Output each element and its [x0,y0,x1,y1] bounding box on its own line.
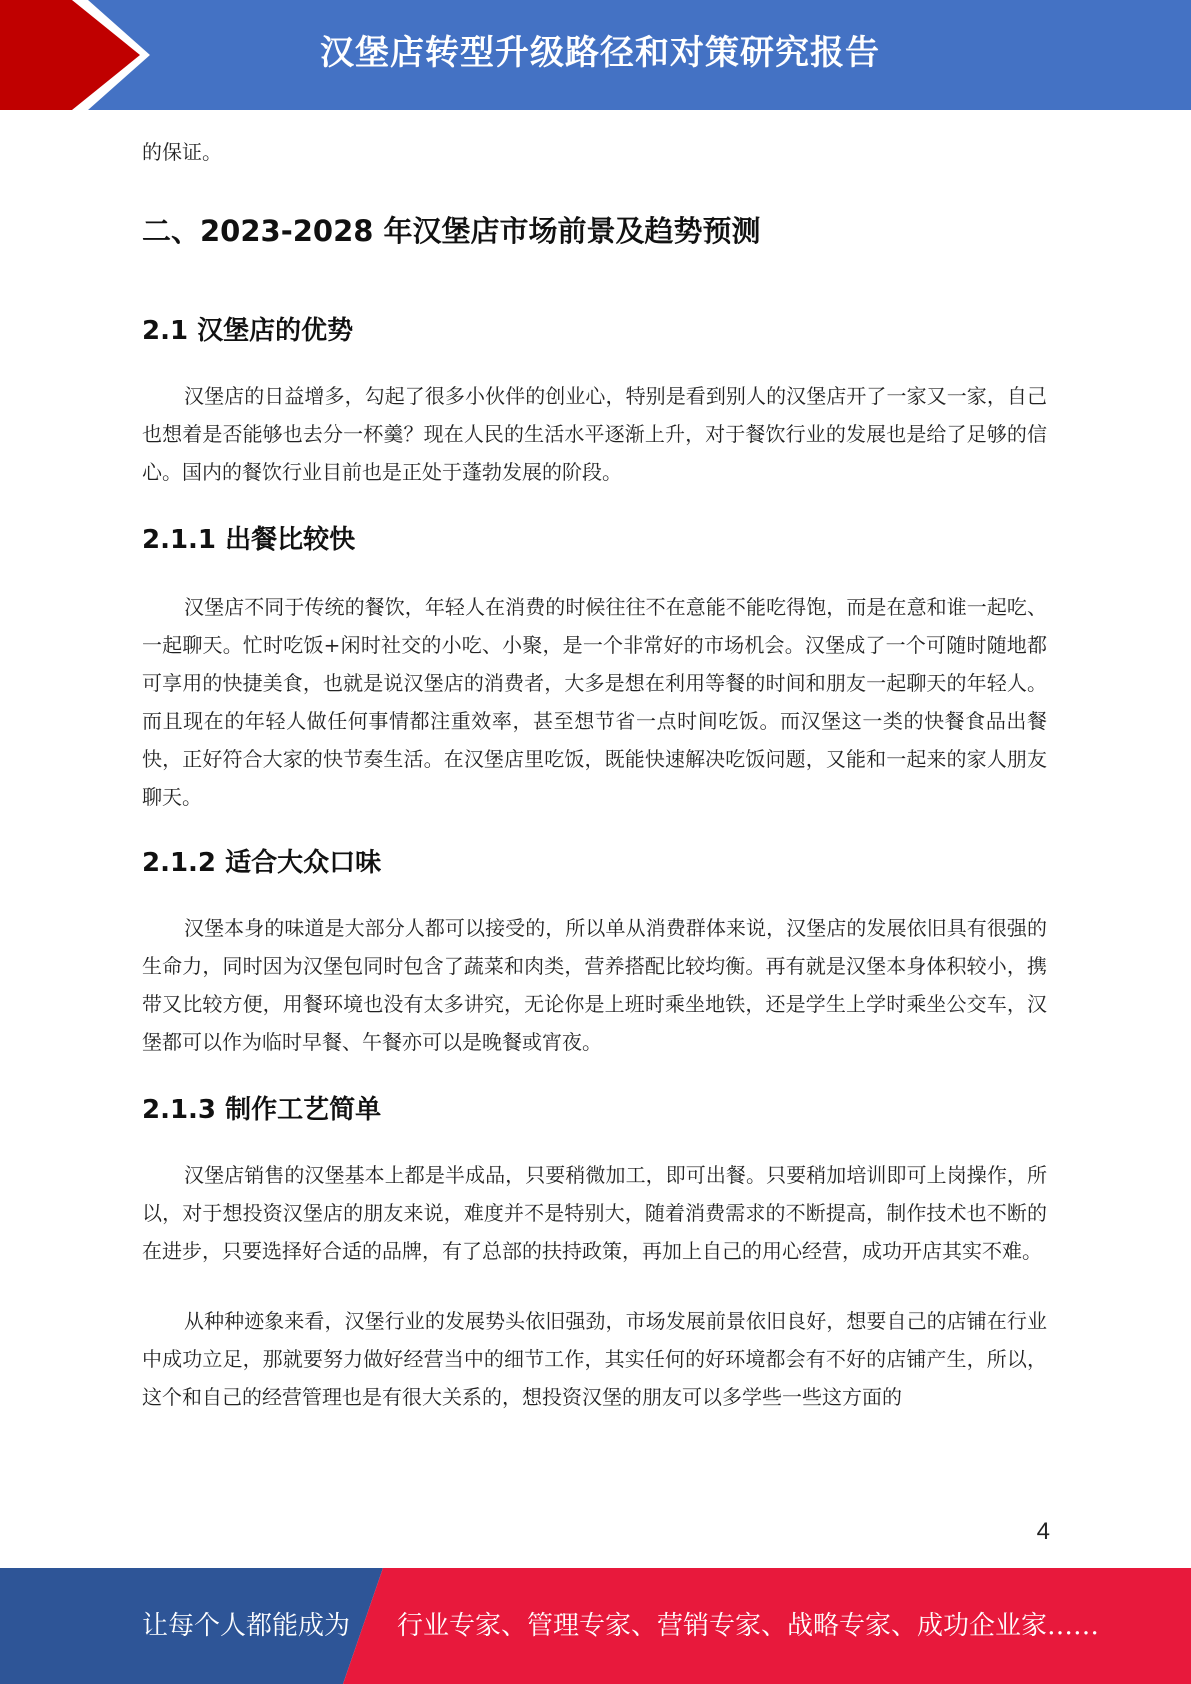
subsection-2-1-1-paragraph: 汉堡店不同于传统的餐饮，年轻人在消费的时候往往不在意能不能吃得饱，而是在意和谁一起吃、一起聊天。忙时吃饭+闲时社交的小吃、小聚，是一个非常好的市场机会。汉堡成了一个可随时随地都可享用的快捷美食，也就是说汉堡店的消费者，大多是想在利用等餐的时间和朋友一起聊天的年轻人。而且现在的年轻人做任何事情都注重效率，甚至想节省一点时间吃饭。而汉堡这一类的快餐食品出餐快，正好符合大家的快节奏生活。在汉堡店里吃饭，既能快速解决吃饭问题，又能和一起来的家人朋友聊天。 [142,595,1047,809]
subsection-2-1-2-paragraph: 汉堡本身的味道是大部分人都可以接受的，所以单从消费群体来说，汉堡店的发展依旧具有很强的生命力，同时因为汉堡包同时包含了蔬菜和肉类，营养搭配比较均衡。再有就是汉堡本身体积较小，携带又比较方便，用餐环境也没有太多讲究，无论你是上班时乘坐地铁，还是学生上学时乘坐公交车，汉堡都可以作为临时早餐、午餐亦可以是晚餐或宵夜。 [142,916,1047,1054]
closing-paragraph: 从种种迹象来看，汉堡行业的发展势头依旧强劲，市场发展前景依旧良好，想要自己的店铺在行业中成功立足，那就要努力做好经营当中的细节工作，其实任何的好环境都会有不好的店铺产生，所以，这个和自己的经营管理也是有很大关系的，想投资汉堡的朋友可以多学些一些这方面的 [142,1309,1047,1409]
subsection-2-1-1-title: 2.1.1 出餐比较快 [142,525,356,555]
header-title: 汉堡店转型升级路径和对策研究报告 [320,33,880,73]
header-chevron-icon [0,0,160,110]
subsection-2-1-title: 2.1 汉堡店的优势 [142,316,354,346]
page-content [142,120,1047,1416]
subsection-2-1-paragraph: 汉堡店的日益增多，勾起了很多小伙伴的创业心，特别是看到别人的汉堡店开了一家又一家，自己也想着是否能够也去分一杯羹？现在人民的生活水平逐渐上升，对于餐饮行业的发展也是给了足够的信心。国内的餐饮行业目前也是正处于蓬勃发展的阶段。 [142,384,1047,484]
footer-slogan-left: 让每个人都能成为 [142,1611,351,1641]
page-footer [0,1568,1191,1684]
subsection-2-1-3-title: 2.1.3 制作工艺简单 [142,1095,382,1125]
section-title: 二、2023-2028 年汉堡店市场前景及趋势预测 [142,214,761,248]
subsection-2-1-2-title: 2.1.2 适合大众口味 [142,848,382,878]
footer-slogan-right: 行业专家、管理专家、营销专家、战略专家、成功企业家…… [397,1611,1100,1641]
lead-paragraph: 的保证。 [142,140,222,164]
page-number: 4 [1036,1518,1050,1545]
page-header [0,0,1191,110]
subsection-2-1-3-paragraph: 汉堡店销售的汉堡基本上都是半成品，只要稍微加工，即可出餐。只要稍加培训即可上岗操作，所以，对于想投资汉堡店的朋友来说，难度并不是特别大，随着消费需求的不断提高，制作技术也不断的在进步，只要选择好合适的品牌，有了总部的扶持政策，再加上自己的用心经营，成功开店其实不难。 [142,1163,1047,1263]
